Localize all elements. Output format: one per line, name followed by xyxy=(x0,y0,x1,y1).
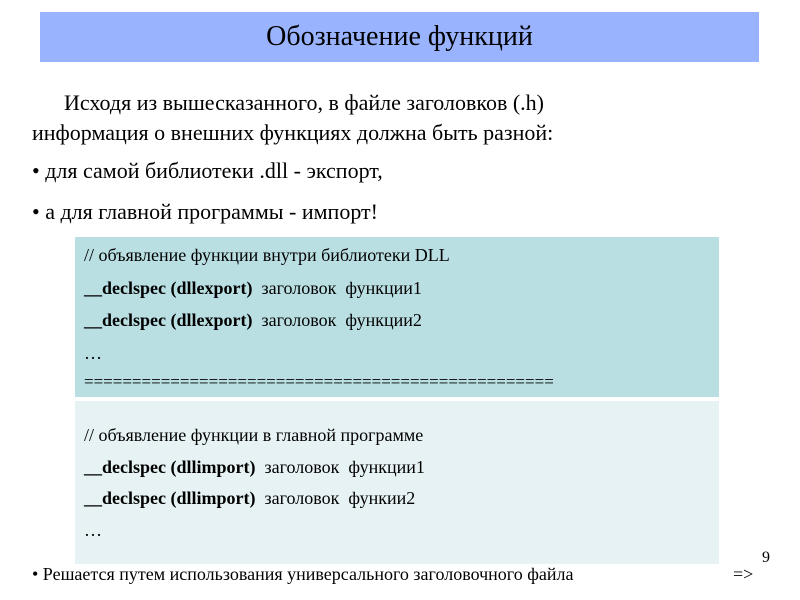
export-separator: ================================================= xyxy=(84,372,554,391)
import-text-1: заголовок функции1 xyxy=(255,457,425,477)
import-code-block xyxy=(75,401,719,564)
import-text-2: заголовок функии2 xyxy=(255,488,416,508)
import-comment: // объявление функции в главной программе xyxy=(84,425,424,445)
export-code-block xyxy=(75,237,719,397)
export-line-1 xyxy=(84,276,422,300)
import-keyword-2: __declspec (dllimport) xyxy=(84,488,256,508)
slide-title-text: Обозначение функций xyxy=(266,21,533,52)
bullet-export: • для самой библиотеки .dll - экспорт, xyxy=(32,158,383,183)
slide-title xyxy=(40,12,759,62)
export-ellipsis: … xyxy=(84,343,102,363)
export-comment: // объявление функции внутри библиотеки DLL xyxy=(84,245,450,265)
intro-line-1: Исходя из вышесказанного, в файле заголовков (.h) xyxy=(64,90,544,115)
intro-line-2: информация о внешних функциях должна быть разной: xyxy=(32,120,554,145)
next-arrow: => xyxy=(733,564,754,584)
page-number: 9 xyxy=(762,549,770,566)
export-text-2: заголовок функции2 xyxy=(252,310,422,330)
export-keyword-2: __declspec (dllexport) xyxy=(84,310,253,330)
import-ellipsis: … xyxy=(84,520,102,540)
export-keyword-1: __declspec (dllexport) xyxy=(84,278,253,298)
footer-note: • Решается путем использования универсального заголовочного файла xyxy=(32,564,574,584)
export-text-1: заголовок функции1 xyxy=(252,278,422,298)
import-keyword-1: __declspec (dllimport) xyxy=(84,457,256,477)
export-line-2 xyxy=(84,308,422,332)
import-line-1 xyxy=(84,455,425,479)
bullet-import: • а для главной программы - импорт! xyxy=(32,199,378,224)
import-line-2 xyxy=(84,486,415,510)
